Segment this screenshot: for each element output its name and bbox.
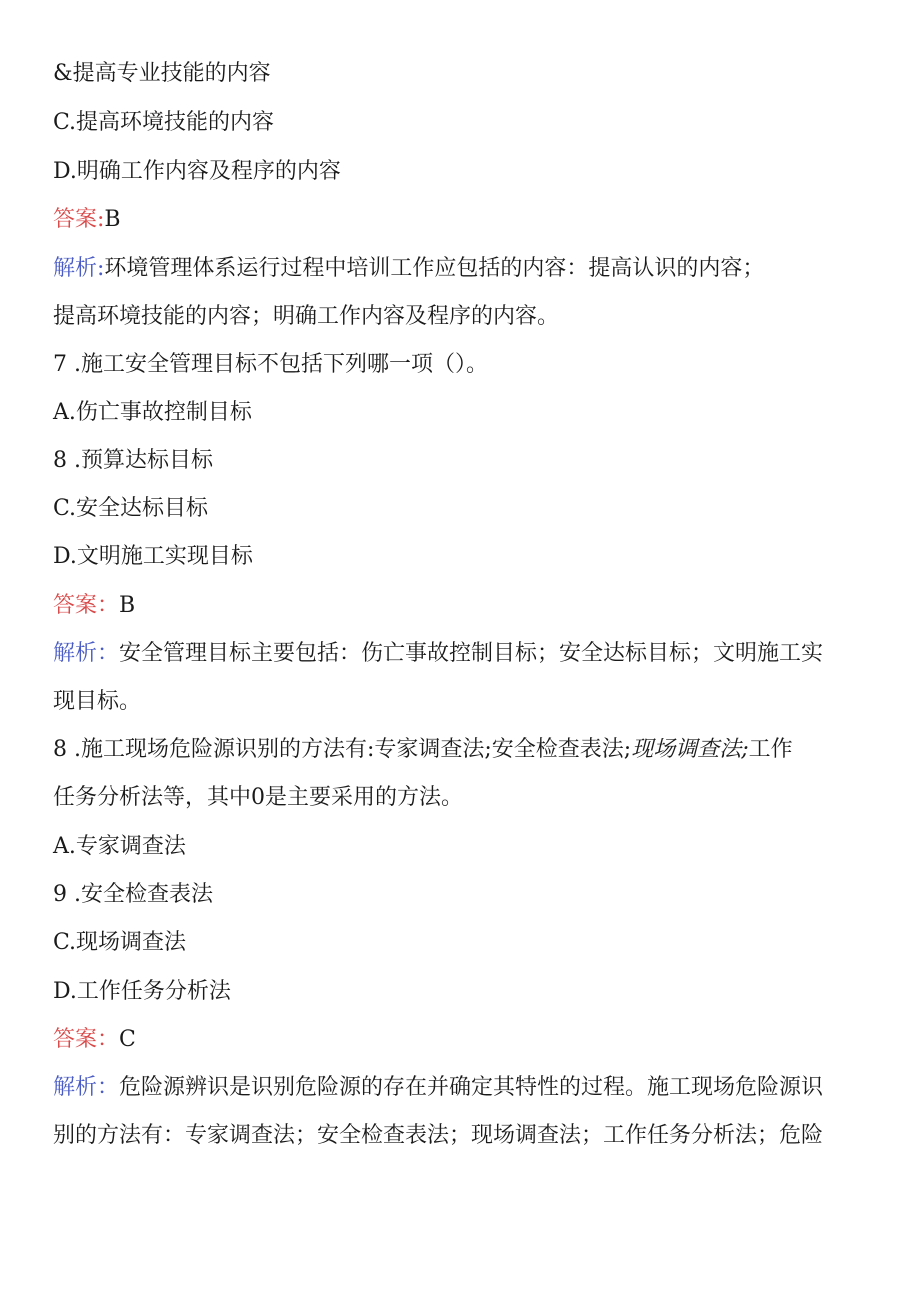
q8-option-a: A.专家调查法 — [53, 834, 186, 859]
question-italic-text: 现场调查法; — [631, 737, 749, 762]
q6-option-b: &提高专业技能的内容 — [53, 61, 271, 86]
answer-value: B — [119, 593, 136, 618]
q6-option-d: D.明确工作内容及程序的内容 — [53, 159, 341, 184]
answer-value: B — [104, 207, 121, 232]
answer-label: 答案: — [53, 207, 105, 232]
answer-value: C — [119, 1027, 136, 1052]
q7-option-d: D.文明施工实现目标 — [53, 544, 253, 569]
q8-answer — [53, 1025, 870, 1055]
q8-analysis-line-1 — [53, 1073, 870, 1103]
analysis-text: 安全管理目标主要包括：伤亡事故控制目标；安全达标目标；文明施工实 — [119, 641, 824, 666]
q7-option-a: A.伤亡事故控制目标 — [53, 400, 252, 425]
q7-question: 7 .施工安全管理目标不包括下列哪一项（）。 — [53, 352, 488, 377]
q7-analysis-line-1 — [53, 639, 870, 669]
q8-analysis-line-2: 别的方法有：专家调查法；安全检查表法；现场调查法；工作任务分析法；危险 — [53, 1123, 824, 1148]
q7-analysis-line-2: 现目标。 — [53, 689, 142, 714]
q7-answer — [53, 591, 870, 621]
answer-label: 答案： — [53, 1027, 120, 1052]
q6-answer — [53, 205, 870, 235]
analysis-text: 危险源辨识是识别危险源的存在并确定其特性的过程。施工现场危险源识 — [119, 1075, 824, 1100]
question-text: 8 .施工现场危险源识别的方法有:专家调查法;安全检查表法; — [53, 737, 632, 762]
analysis-label: 解析: — [53, 256, 105, 281]
q6-option-c: C.提高环境技能的内容 — [53, 110, 275, 135]
q6-analysis-line-2: 提高环境技能的内容；明确工作内容及程序的内容。 — [53, 304, 560, 329]
answer-label: 答案： — [53, 593, 120, 618]
q8-question-line-2: 任务分析法等，其中0是主要采用的方法。 — [53, 785, 463, 810]
analysis-text: 环境管理体系运行过程中培训工作应包括的内容：提高认识的内容； — [104, 256, 765, 281]
question-text-tail: 工作 — [748, 737, 793, 762]
q7-option-c: C.安全达标目标 — [53, 496, 209, 521]
analysis-label: 解析： — [53, 641, 120, 666]
q6-analysis-line-1 — [53, 254, 870, 284]
q8-question-line-1 — [53, 735, 870, 765]
q8-option-d: D.工作任务分析法 — [53, 979, 231, 1004]
q7-option-b: 8 .预算达标目标 — [53, 448, 213, 473]
analysis-label: 解析： — [53, 1075, 120, 1100]
q8-option-b: 9 .安全检查表法 — [53, 882, 213, 907]
q8-option-c: C.现场调查法 — [53, 930, 187, 955]
